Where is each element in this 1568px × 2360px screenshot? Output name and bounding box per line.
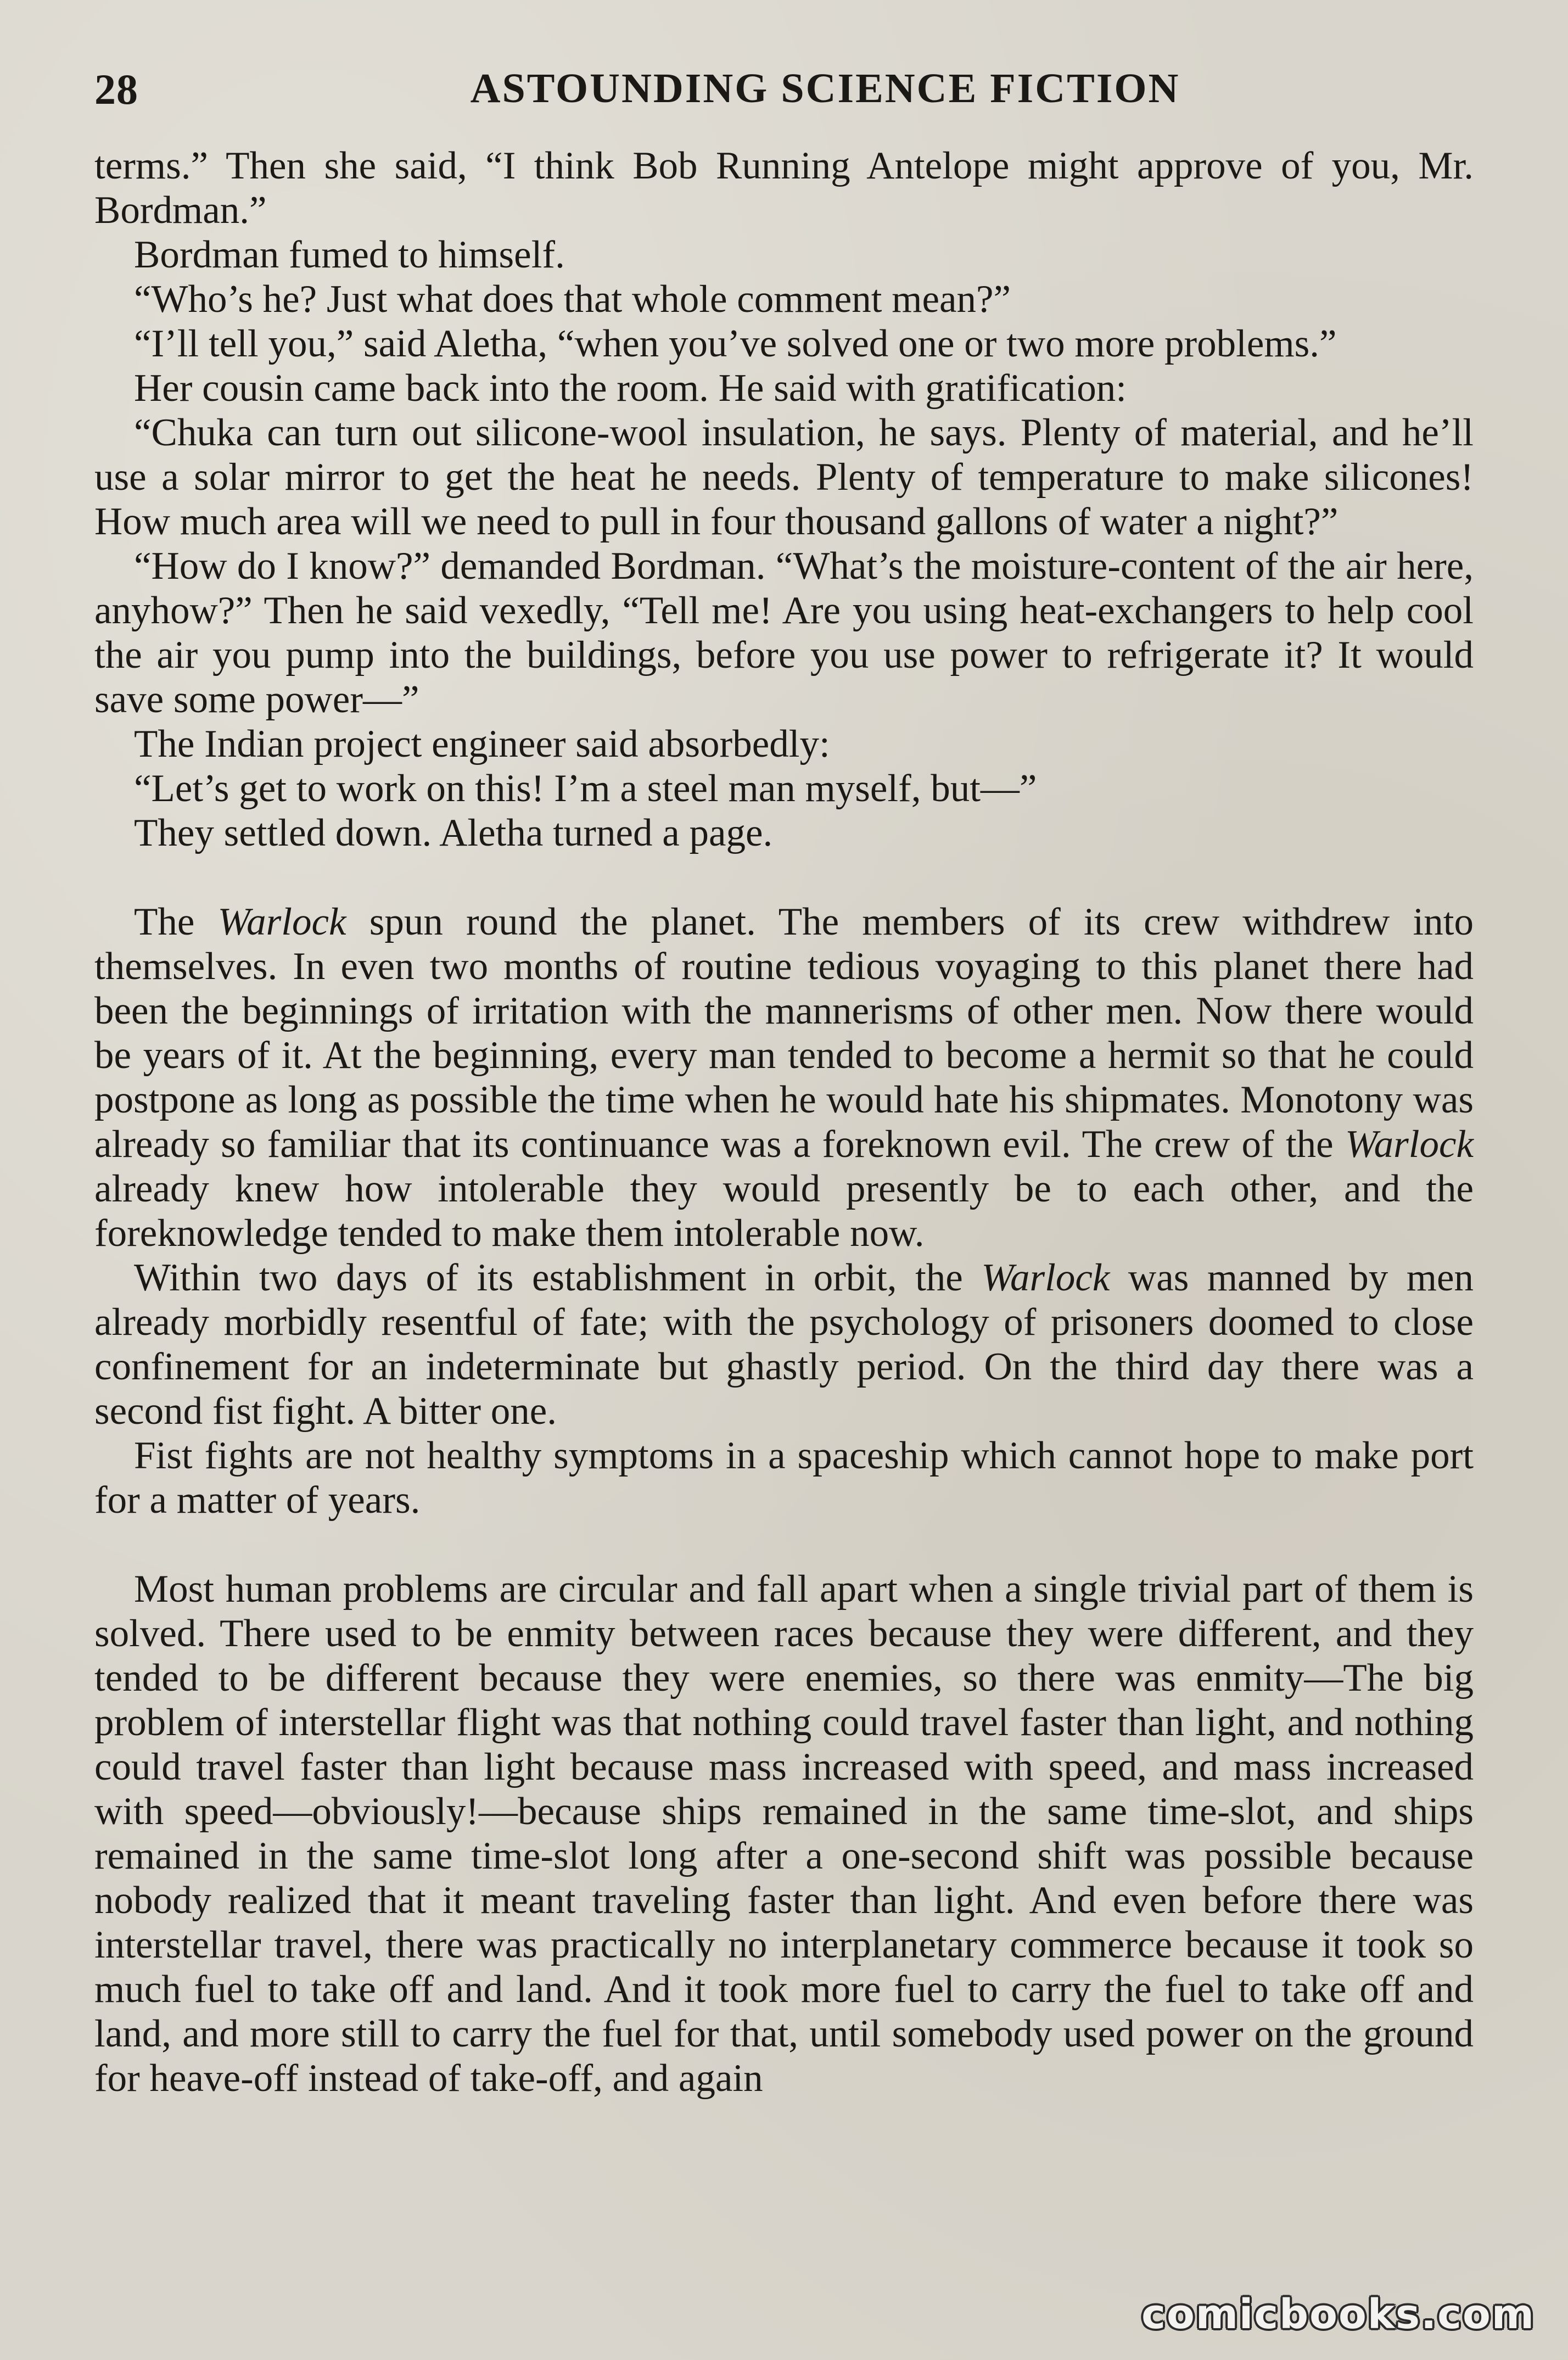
paragraph: Her cousin came back into the room. He said with gratification: [134, 367, 1127, 410]
page-header [94, 65, 1474, 125]
page-number: 28 [94, 65, 138, 113]
ship-name: Warlock [217, 901, 346, 943]
paragraph: “I’ll tell you,” said Aletha, “when you’ve solved one or two more problems.” [134, 322, 1337, 365]
ship-name: Warlock [1345, 1123, 1474, 1166]
running-head: ASTOUNDING SCIENCE FICTION [470, 65, 1180, 111]
paragraph: Bordman fumed to himself. [134, 233, 565, 276]
paragraph: “Chuka can turn out silicone-wool insulation, he says. Plenty of material, and he’ll use a solar mirror to get the heat he needs. Plenty of temperature to make silicones! How much area will we need to pull in four thousand gallons of water a night?” [94, 411, 1474, 543]
paragraph: Within two days of its establishment in orbit, the Warlock was manned by men already morbidly resentful of fate; with the psychology of prisoners doomed to close confinement for an indeterminate but ghastly period. On the third day there was a second fist fight. A bitter one. [94, 1256, 1474, 1433]
ship-name: Warlock [981, 1256, 1110, 1299]
paragraph: “How do I know?” demanded Bordman. “What’s the moisture-content of the air here, anyhow?” Then he said vexedly, “Tell me! Are you using heat-exchangers to help cool the air you pump into the buildings, before you use power to refrigerate it? It would save some power—” [94, 545, 1474, 721]
paragraph: They settled down. Aletha turned a page. [134, 812, 773, 854]
paragraph: The Warlock spun round the planet. The members of its crew withdrew into themselves. In even two months of routine tedious voyaging to this planet there had been the beginnings of irritation with the mannerisms of other men. Now there would be years of it. At the beginning, every man tended to become a hermit so that he could postpone as long as possible the time when he would hate his shipmates. Monotony was already so familiar that its continuance was a foreknown evil. The crew of the Warlock already knew how intolerable they would presently be to each other, and the foreknowledge tended to make them intolerable now. [94, 901, 1474, 1255]
paragraph: Most human problems are circular and fall apart when a single trivial part of them is solved. There used to be enmity between races because they were different, and they tended to be different because they were enemies, so there was enmity—The big problem of interstellar flight was that nothing could travel faster than light, and nothing could travel faster than light because mass increased with speed, and mass increased with speed—obviously!—because ships remained in the same time-slot, and ships remained in the same time-slot long after a one-second shift was possible because nobody realized that it meant traveling faster than light. And even before there was interstellar travel, there was practically no interplanetary commerce because it took so much fuel to take off and land. And it took more fuel to carry the fuel to take off and land, and more still to carry the fuel for that, until somebody used power on the ground for heave-off instead of take-off, and again [94, 1568, 1474, 2100]
paragraph: “Who’s he? Just what does that whole comment mean?” [134, 278, 1011, 321]
watermark: comicbooks.com [1141, 2291, 1535, 2338]
paragraph: Fist fights are not healthy symptoms in a spaceship which cannot hope to make port for a matter of years. [94, 1434, 1474, 1522]
paragraph: The Indian project engineer said absorbedly: [134, 723, 830, 765]
paragraph: terms.” Then she said, “I think Bob Running Antelope might approve of you, Mr. Bordman.” [94, 144, 1474, 232]
paragraph: “Let’s get to work on this! I’m a steel man myself, but—” [134, 767, 1037, 810]
body-text [94, 144, 1474, 2101]
